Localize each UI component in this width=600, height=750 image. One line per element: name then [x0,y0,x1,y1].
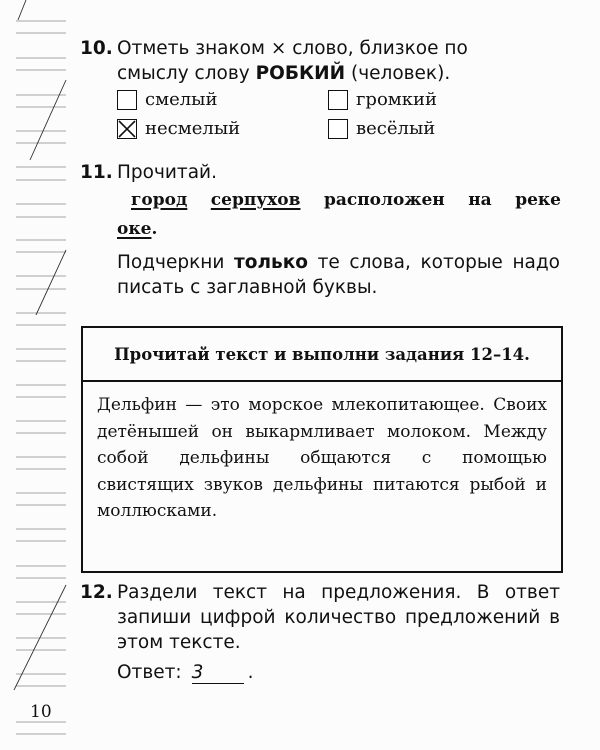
sentence-line-1 [131,190,561,210]
word-underlined[interactable]: оке [117,219,152,239]
option-vesely[interactable] [328,118,435,139]
task-number: 12. [80,582,113,603]
task-number: 11. [80,162,113,183]
option-label: громкий [356,89,438,110]
sentence-line-2 [117,219,157,239]
task-11-instruction: Прочитай. [117,162,217,183]
word-underlined[interactable]: город [131,190,188,210]
task-11-task [80,250,560,300]
word-underlined[interactable]: серпухов [210,190,301,210]
prompt-line: Отметь знаком × слово, близкое по [117,38,468,59]
checkbox[interactable] [328,90,348,110]
task-number: 10. [80,38,113,59]
task-11 [80,160,560,185]
prompt-text: (человек). [345,63,451,84]
task-10-prompt [117,36,560,86]
prompt-text: смыслу слову [117,63,256,84]
checkbox-checked[interactable] [117,119,137,139]
keyword: РОБКИЙ [255,63,346,84]
reading-text-box [81,326,563,573]
reading-box-text: Дельфин — это морское млекопитающее. Своих детёнышей он выкармливает молоком. Между собой дельфины общаются с помощью свистящих звуков дельфины питаются рыбой и моллюсками. [97,395,547,521]
option-gromky[interactable] [328,89,437,110]
page-number: 10 [30,702,52,722]
task-12 [80,580,560,655]
option-label: весёлый [356,118,436,139]
prompt-text: те слова, которые надо писать с заглавной буквы. [117,252,560,298]
word[interactable]: на [468,190,492,210]
answer-field[interactable]: 3 [192,663,244,684]
prompt-text: Подчеркни [117,252,235,273]
task-11-prompt [117,250,560,300]
task-10 [80,36,560,86]
reading-box-heading: Прочитай текст и выполни задания 12–14. [83,328,561,382]
keyword: только [234,252,308,273]
punctuation: . [151,219,158,239]
option-label: смелый [145,89,218,110]
punctuation: . [247,662,254,683]
task-12-answer [80,660,560,685]
x-mark-icon [118,120,136,138]
word[interactable]: расположен [323,190,445,210]
prompt-line [117,61,560,86]
option-label: несмелый [145,118,241,139]
word[interactable]: реке [515,190,561,210]
checkbox[interactable] [117,90,137,110]
margin-guidelines [0,0,70,750]
option-nesmely[interactable] [117,118,240,139]
option-smely[interactable] [117,89,218,110]
answer-label: Ответ: [117,662,182,683]
checkbox[interactable] [328,119,348,139]
task-12-prompt: Раздели текст на предложения. В ответ запиши цифрой количество предложений в этом тексте. [117,582,560,653]
